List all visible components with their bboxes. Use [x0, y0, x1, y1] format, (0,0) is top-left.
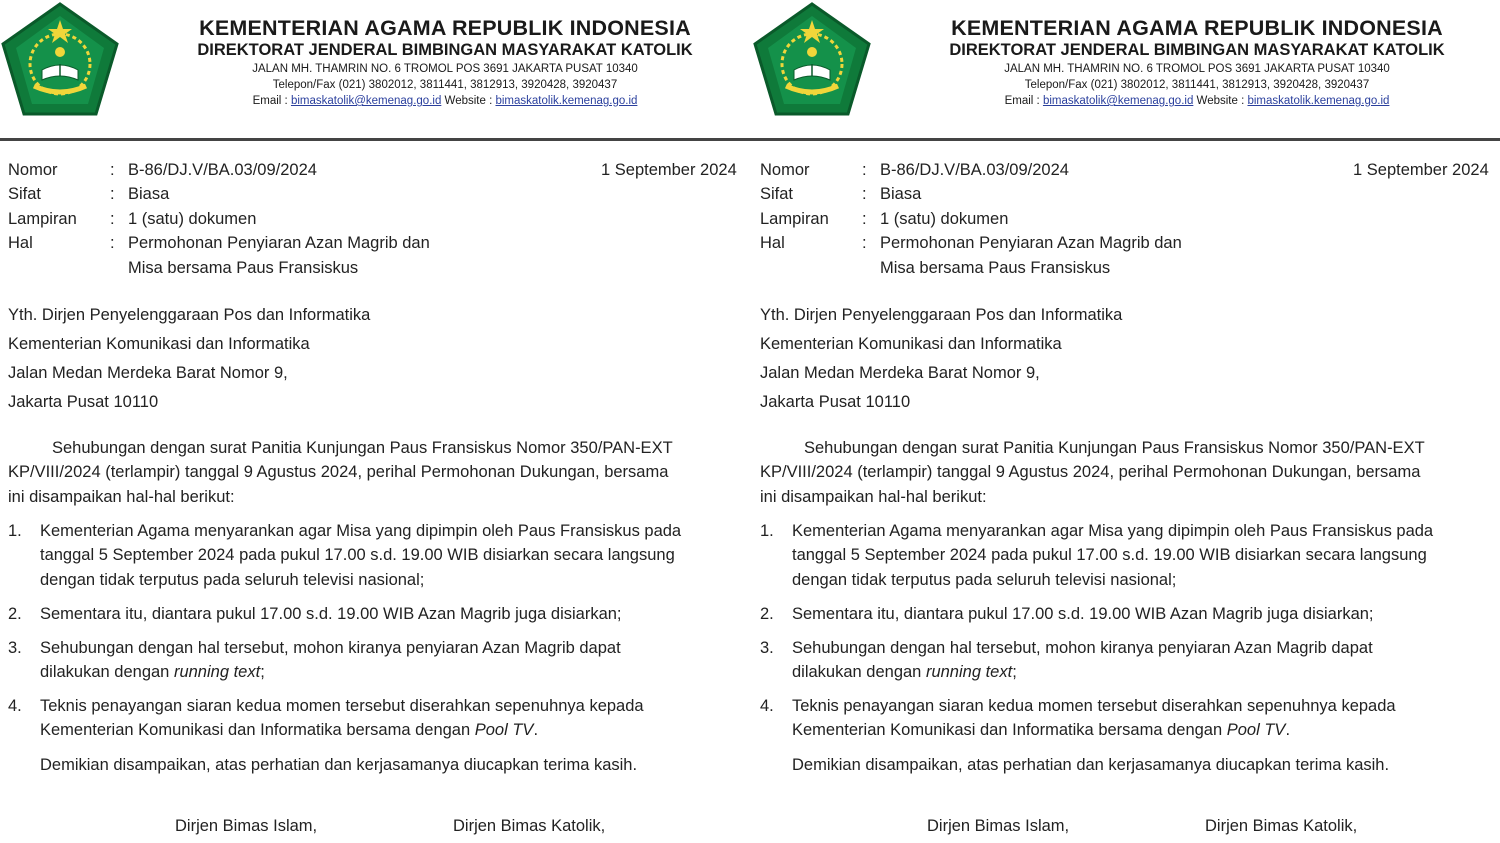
field-value-lampiran: 1 (satu) dokumen — [128, 210, 257, 228]
field-colon: : — [862, 185, 867, 203]
item-line — [792, 663, 1017, 682]
website-link[interactable]: bimaskatolik.kemenag.go.id — [495, 95, 638, 107]
field-label-sifat: Sifat — [760, 185, 794, 203]
item-text: . — [1285, 721, 1291, 739]
field-value-nomor: B-86/DJ.V/BA.03/09/2024 — [880, 161, 1069, 179]
directorate-title: DIREKTORAT JENDERAL BIMBINGAN MASYARAKAT KATOLIK — [949, 41, 1445, 59]
field-colon: : — [110, 210, 115, 228]
item-italic-text: running text — [173, 663, 261, 681]
signature-katolik: Dirjen Bimas Katolik, — [1205, 817, 1358, 835]
field-colon: : — [862, 210, 867, 228]
signature-islam: Dirjen Bimas Islam, — [175, 817, 318, 835]
field-value-hal: Permohonan Penyiaran Azan Magrib dan — [880, 234, 1182, 252]
office-phone: Telepon/Fax (021) 3802012, 3811441, 3812913, 3920428, 3920437 — [272, 79, 618, 91]
field-value-hal-continued: Misa bersama Paus Fransiskus — [128, 259, 359, 277]
signature-islam: Dirjen Bimas Islam, — [927, 817, 1070, 835]
letter-date: 1 September 2024 — [601, 161, 737, 179]
contact-line — [892, 95, 1500, 107]
field-label-hal: Hal — [8, 234, 33, 252]
item-number: 1. — [760, 522, 774, 540]
item-line: Kementerian Agama menyarankan agar Misa yang dipimpin oleh Paus Fransiskus pada — [40, 522, 682, 540]
item-number: 1. — [8, 522, 22, 540]
field-value-sifat: Biasa — [880, 185, 922, 203]
recipient-line: Yth. Dirjen Penyelenggaraan Pos dan Informatika — [8, 306, 371, 324]
email-label: Email : — [1004, 95, 1040, 107]
field-value-hal-continued: Misa bersama Paus Fransiskus — [880, 259, 1111, 277]
item-line: dengan tidak terputus pada seluruh televisi nasional; — [40, 571, 425, 589]
item-number: 4. — [8, 697, 22, 715]
letter-panel-right — [752, 0, 1500, 843]
header-divider — [0, 138, 752, 141]
intro-line: Sehubungan dengan surat Panitia Kunjungan Paus Fransiskus Nomor 350/PAN-EXT — [52, 439, 673, 457]
item-text: Kementerian Komunikasi dan Informatika bersama dengan — [792, 721, 1227, 739]
item-text: ; — [1012, 663, 1017, 681]
website-label: Website : — [1196, 95, 1245, 107]
item-line: Teknis penayangan siaran kedua momen tersebut diserahkan sepenuhnya kepada — [40, 697, 644, 715]
intro-line: ini disampaikan hal-hal berikut: — [8, 488, 235, 506]
field-value-sifat: Biasa — [128, 185, 170, 203]
field-colon: : — [862, 234, 867, 252]
intro-line: Sehubungan dengan surat Panitia Kunjungan Paus Fransiskus Nomor 350/PAN-EXT — [804, 439, 1425, 457]
intro-line: KP/VIII/2024 (terlampir) tanggal 9 Agustus 2024, perihal Permohonan Dukungan, bersama — [8, 463, 669, 481]
office-address: JALAN MH. THAMRIN NO. 6 TROMOL POS 3691 JAKARTA PUSAT 10340 — [1004, 63, 1390, 75]
office-phone: Telepon/Fax (021) 3802012, 3811441, 3812913, 3920428, 3920437 — [1024, 79, 1370, 91]
field-label-nomor: Nomor — [8, 161, 58, 179]
item-italic-text: Pool TV — [1226, 721, 1286, 739]
closing-line: Demikian disampaikan, atas perhatian dan kerjasamanya diucapkan terima kasih. — [40, 756, 638, 774]
item-line: tanggal 5 September 2024 pada pukul 17.00 s.d. 19.00 WIB disiarkan secara langsung — [792, 546, 1427, 564]
recipient-line: Jakarta Pusat 10110 — [8, 393, 159, 411]
kemenag-logo-icon — [752, 2, 872, 120]
intro-line: KP/VIII/2024 (terlampir) tanggal 9 Agustus 2024, perihal Permohonan Dukungan, bersama — [760, 463, 1421, 481]
signature-katolik: Dirjen Bimas Katolik, — [453, 817, 606, 835]
item-number: 3. — [8, 639, 22, 657]
item-text: dilakukan dengan — [792, 663, 926, 681]
field-value-hal: Permohonan Penyiaran Azan Magrib dan — [128, 234, 430, 252]
email-link[interactable]: bimaskatolik@kemenag.go.id — [290, 95, 442, 107]
item-number: 3. — [760, 639, 774, 657]
item-text: Kementerian Komunikasi dan Informatika bersama dengan — [40, 721, 475, 739]
recipient-line: Yth. Dirjen Penyelenggaraan Pos dan Informatika — [760, 306, 1123, 324]
ministry-title: KEMENTERIAN AGAMA REPUBLIK INDONESIA — [199, 16, 691, 40]
item-line: Sementara itu, diantara pukul 17.00 s.d. 19.00 WIB Azan Magrib juga disiarkan; — [40, 605, 622, 623]
recipient-line: Kementerian Komunikasi dan Informatika — [760, 335, 1062, 353]
field-colon: : — [110, 185, 115, 203]
item-line — [792, 721, 1290, 740]
field-label-lampiran: Lampiran — [8, 210, 77, 228]
item-italic-text: running text — [925, 663, 1013, 681]
field-value-nomor: B-86/DJ.V/BA.03/09/2024 — [128, 161, 317, 179]
item-line: Sehubungan dengan hal tersebut, mohon kiranya penyiaran Azan Magrib dapat — [792, 639, 1373, 657]
recipient-line: Jakarta Pusat 10110 — [760, 393, 911, 411]
email-label: Email : — [252, 95, 288, 107]
directorate-title: DIREKTORAT JENDERAL BIMBINGAN MASYARAKAT KATOLIK — [197, 41, 693, 59]
recipient-line: Jalan Medan Merdeka Barat Nomor 9, — [760, 364, 1040, 382]
closing-line: Demikian disampaikan, atas perhatian dan kerjasamanya diucapkan terima kasih. — [792, 756, 1390, 774]
item-text: . — [533, 721, 539, 739]
item-line: Kementerian Agama menyarankan agar Misa yang dipimpin oleh Paus Fransiskus pada — [792, 522, 1434, 540]
item-text: dilakukan dengan — [40, 663, 174, 681]
field-value-lampiran: 1 (satu) dokumen — [880, 210, 1009, 228]
field-colon: : — [110, 234, 115, 252]
office-address: JALAN MH. THAMRIN NO. 6 TROMOL POS 3691 JAKARTA PUSAT 10340 — [252, 63, 638, 75]
recipient-line: Kementerian Komunikasi dan Informatika — [8, 335, 310, 353]
field-label-nomor: Nomor — [760, 161, 810, 179]
intro-line: ini disampaikan hal-hal berikut: — [760, 488, 987, 506]
item-text: ; — [260, 663, 265, 681]
item-line: dengan tidak terputus pada seluruh televisi nasional; — [792, 571, 1177, 589]
email-link[interactable]: bimaskatolik@kemenag.go.id — [1042, 95, 1194, 107]
website-label: Website : — [444, 95, 493, 107]
field-label-lampiran: Lampiran — [760, 210, 829, 228]
item-line — [40, 663, 265, 682]
field-colon: : — [862, 161, 867, 179]
website-link[interactable]: bimaskatolik.kemenag.go.id — [1247, 95, 1390, 107]
item-number: 4. — [760, 697, 774, 715]
field-label-hal: Hal — [760, 234, 785, 252]
field-label-sifat: Sifat — [8, 185, 42, 203]
contact-line — [140, 95, 750, 107]
item-line: Sehubungan dengan hal tersebut, mohon kiranya penyiaran Azan Magrib dapat — [40, 639, 621, 657]
kemenag-logo-icon — [0, 2, 120, 120]
item-line — [40, 721, 538, 740]
item-italic-text: Pool TV — [474, 721, 534, 739]
item-line: Teknis penayangan siaran kedua momen tersebut diserahkan sepenuhnya kepada — [792, 697, 1396, 715]
item-line: Sementara itu, diantara pukul 17.00 s.d. 19.00 WIB Azan Magrib juga disiarkan; — [792, 605, 1374, 623]
item-line: tanggal 5 September 2024 pada pukul 17.00 s.d. 19.00 WIB disiarkan secara langsung — [40, 546, 675, 564]
item-number: 2. — [760, 605, 774, 623]
recipient-line: Jalan Medan Merdeka Barat Nomor 9, — [8, 364, 288, 382]
letter-date: 1 September 2024 — [1353, 161, 1489, 179]
field-colon: : — [110, 161, 115, 179]
ministry-title: KEMENTERIAN AGAMA REPUBLIK INDONESIA — [951, 16, 1443, 40]
header-divider — [752, 138, 1500, 141]
item-number: 2. — [8, 605, 22, 623]
